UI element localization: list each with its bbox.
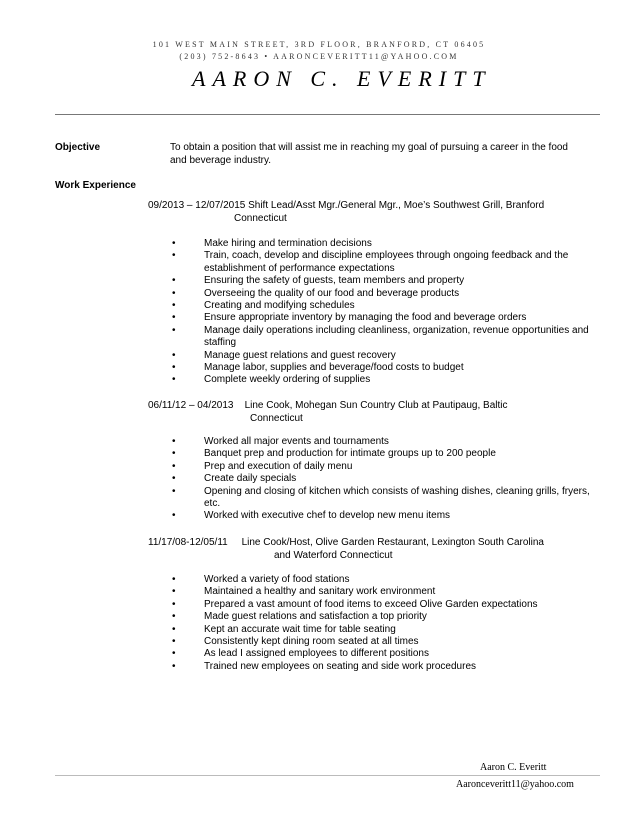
objective-text: To obtain a position that will assist me in reaching my goal of pursuing a career in the food and beverage industry. (170, 142, 568, 166)
list-item: • Consistently kept dining room seated at all times (170, 636, 590, 648)
list-item: • Made guest relations and satisfaction a top priority (170, 611, 590, 623)
list-item: • Manage daily operations including cleanliness, organization, revenue opportunities and staffing (170, 325, 590, 350)
list-item: • Creating and modifying schedules (170, 300, 590, 312)
job-3-title: 11/17/08-12/05/11 Line Cook/Host, Olive Garden Restaurant, Lexington South Carolina (148, 537, 544, 548)
job-2-location-cont: Connecticut (250, 412, 303, 424)
footer-name: Aaron C. Everitt (480, 762, 547, 773)
list-item: • Kept an accurate wait time for table seating (170, 624, 590, 636)
list-item: • Maintained a healthy and sanitary work environment (170, 586, 590, 598)
header-divider (55, 114, 600, 115)
list-item: • Banquet prep and production for intimate groups up to 200 people (170, 448, 590, 460)
list-item: • Manage labor, supplies and beverage/food costs to budget (170, 362, 590, 374)
resume-name: AARON C. EVERITT (192, 66, 492, 91)
job-1-location-cont: Connecticut (234, 212, 287, 224)
list-item: • Worked all major events and tournaments (170, 436, 590, 448)
list-item: • Worked with executive chef to develop new menu items (170, 510, 590, 522)
job-1-title: 09/2013 – 12/07/2015 Shift Lead/Asst Mgr./General Mgr., Moe’s Southwest Grill, Branford (148, 200, 545, 211)
job-1-bullets (170, 238, 590, 387)
list-item: • Manage guest relations and guest recovery (170, 350, 590, 362)
list-item: • As lead I assigned employees to different positions (170, 648, 590, 660)
contact-line: (203) 752-8643 • AARONCEVERITT11@YAHOO.COM (179, 52, 459, 61)
list-item: • Ensure appropriate inventory by managing the food and beverage orders (170, 312, 590, 324)
list-item: • Worked a variety of food stations (170, 574, 590, 586)
list-item: • Prep and execution of daily menu (170, 461, 590, 473)
job-2-header (148, 400, 588, 425)
list-item: • Prepared a vast amount of food items to exceed Olive Garden expectations (170, 599, 590, 611)
list-item: • Make hiring and termination decisions (170, 238, 590, 250)
job-2-title: 06/11/12 – 04/2013 Line Cook, Mohegan Sun Country Club at Pautipaug, Baltic (148, 400, 508, 411)
job-3-header (148, 537, 588, 562)
list-item: • Ensuring the safety of guests, team members and property (170, 275, 590, 287)
footer-email: Aaronceveritt11@yahoo.com (456, 779, 574, 790)
job-3-bullets (170, 574, 590, 673)
list-item: • Overseeing the quality of our food and beverage products (170, 288, 590, 300)
job-1-header (148, 200, 588, 225)
objective-label: Objective (55, 142, 101, 153)
list-item: • Train, coach, develop and discipline employees through ongoing feedback and the establishment of performance expectations (170, 250, 590, 275)
list-item: • Create daily specials (170, 473, 590, 485)
job-2-bullets (170, 436, 590, 523)
list-item: • Complete weekly ordering of supplies (170, 374, 590, 386)
work-experience-label: Work Experience (55, 180, 136, 191)
footer-divider (55, 775, 600, 776)
job-3-location-cont: and Waterford Connecticut (274, 549, 393, 561)
list-item: • Opening and closing of kitchen which consists of washing dishes, cleaning grills, fryers, etc. (170, 486, 590, 511)
list-item: • Trained new employees on seating and side work procedures (170, 661, 590, 673)
address-line: 101 WEST MAIN STREET, 3RD FLOOR, BRANFORD, CT 06405 (152, 40, 486, 49)
